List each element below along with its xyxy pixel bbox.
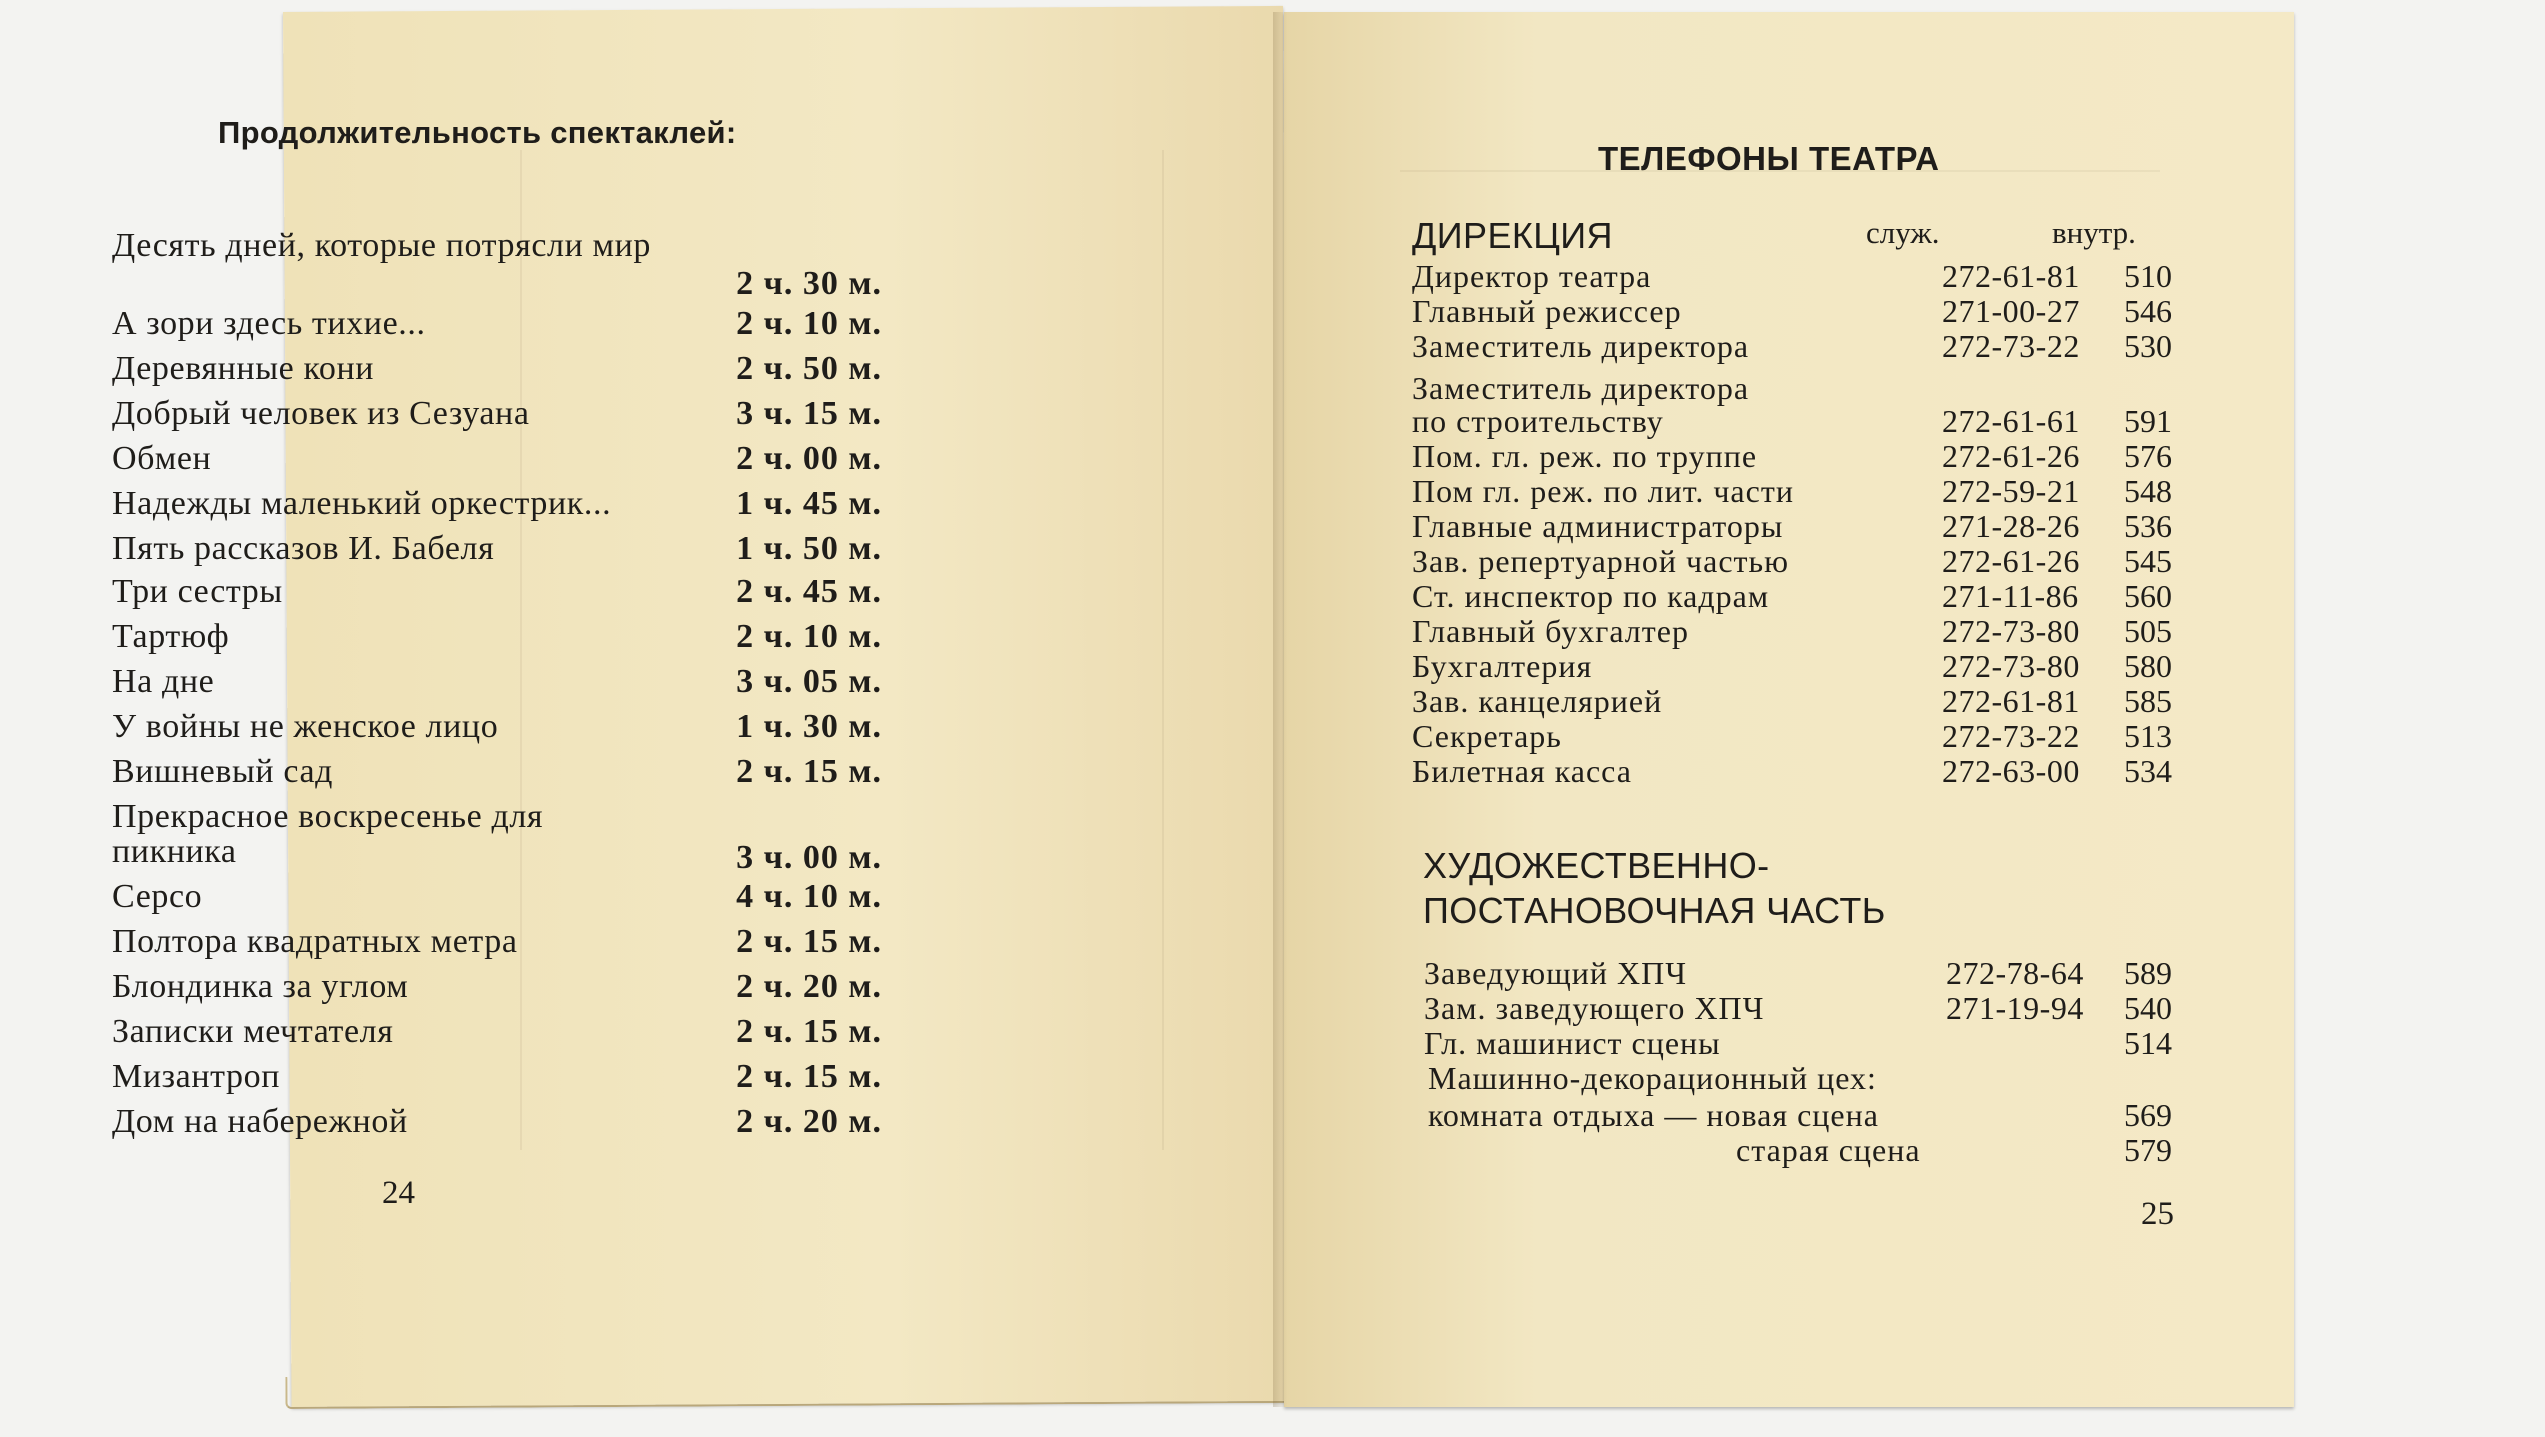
play-duration: 2 ч. 15 м. bbox=[736, 923, 882, 960]
old-stage-label: старая сцена bbox=[1736, 1132, 1921, 1168]
service-phone: 272-59-21 bbox=[1942, 473, 2080, 509]
list-item bbox=[112, 485, 882, 529]
position-name: Пом. гл. реж. по труппе bbox=[1412, 438, 1758, 474]
phones-title: ТЕЛЕФОНЫ ТЕАТРА bbox=[1598, 140, 1940, 177]
play-duration: 1 ч. 50 м. bbox=[736, 530, 882, 567]
position-name-continued: по строительству bbox=[1412, 403, 1664, 439]
position-name: Ст. инспектор по кадрам bbox=[1412, 578, 1770, 614]
play-duration: 1 ч. 30 м. bbox=[736, 708, 882, 745]
list-item bbox=[112, 1013, 882, 1057]
list-item bbox=[112, 265, 882, 309]
play-duration: 2 ч. 10 м. bbox=[736, 618, 882, 655]
table-row bbox=[1412, 293, 2172, 329]
table-row bbox=[1412, 613, 2172, 649]
play-title-continued: пикника bbox=[112, 833, 237, 870]
play-title: Серсо bbox=[112, 878, 203, 915]
list-item bbox=[112, 395, 882, 439]
list-item bbox=[112, 878, 882, 922]
play-title: Полтора квадратных метра bbox=[112, 923, 518, 960]
position-name: Директор театра bbox=[1412, 258, 1652, 294]
column-header-internal: внутр. bbox=[2052, 215, 2136, 250]
internal-ext: 560 bbox=[2124, 578, 2172, 614]
service-phone: 272-61-61 bbox=[1942, 403, 2080, 439]
list-item bbox=[112, 530, 882, 574]
workshop-label: Машинно-декорационный цех: bbox=[1428, 1060, 1877, 1096]
service-phone: 272-63-00 bbox=[1942, 753, 2080, 789]
position-name: Главные администраторы bbox=[1412, 508, 1784, 544]
internal-ext: 589 bbox=[2124, 955, 2172, 991]
service-phone: 272-73-80 bbox=[1942, 648, 2080, 684]
position-name: Бухгалтерия bbox=[1412, 648, 1593, 684]
section-heading-art-production-2: ПОСТАНОВОЧНАЯ ЧАСТЬ bbox=[1423, 890, 1886, 931]
position-name: Заведующий ХПЧ bbox=[1424, 955, 1688, 991]
play-duration: 3 ч. 00 м. bbox=[736, 839, 882, 876]
table-row bbox=[1412, 370, 2172, 406]
table-row bbox=[1412, 473, 2172, 509]
internal-ext: 534 bbox=[2124, 753, 2172, 789]
list-item bbox=[112, 350, 882, 394]
column-header-service: служ. bbox=[1866, 215, 1940, 250]
page-number-left: 24 bbox=[382, 1175, 415, 1211]
table-row bbox=[1412, 403, 2172, 439]
table-row bbox=[1428, 1097, 2172, 1133]
service-phone: 271-28-26 bbox=[1942, 508, 2080, 544]
table-row bbox=[1412, 578, 2172, 614]
position-name: Зам. заведующего ХПЧ bbox=[1424, 990, 1765, 1026]
table-row bbox=[1412, 543, 2172, 579]
list-item bbox=[112, 708, 882, 752]
book-gutter bbox=[1273, 12, 1297, 1407]
position-name: Билетная касса bbox=[1412, 753, 1632, 789]
position-name: Заместитель директора bbox=[1412, 328, 1750, 364]
play-title: Деревянные кони bbox=[112, 350, 375, 387]
service-phone: 271-00-27 bbox=[1942, 293, 2080, 329]
play-title: У войны не женское лицо bbox=[112, 708, 499, 745]
play-duration: 2 ч. 50 м. bbox=[736, 350, 882, 387]
internal-ext: 569 bbox=[2124, 1097, 2172, 1133]
list-item bbox=[112, 833, 882, 877]
internal-ext: 579 bbox=[2124, 1132, 2172, 1168]
list-item bbox=[112, 573, 882, 617]
section-heading-directorate: ДИРЕКЦИЯ bbox=[1412, 215, 1613, 256]
internal-ext: 591 bbox=[2124, 403, 2172, 439]
position-name: Зав. репертуарной частью bbox=[1412, 543, 1790, 579]
table-row bbox=[1424, 1025, 2172, 1061]
table-row bbox=[1412, 258, 2172, 294]
play-title: Прекрасное воскресенье для bbox=[112, 798, 544, 835]
list-item bbox=[112, 663, 882, 707]
play-duration: 2 ч. 15 м. bbox=[736, 1058, 882, 1095]
service-phone: 272-73-22 bbox=[1942, 328, 2080, 364]
page-stack-edge bbox=[285, 1371, 1297, 1409]
service-phone: 272-61-81 bbox=[1942, 258, 2080, 294]
service-phone: 271-19-94 bbox=[1946, 990, 2084, 1026]
internal-ext: 545 bbox=[2124, 543, 2172, 579]
internal-ext: 546 bbox=[2124, 293, 2172, 329]
internal-ext: 530 bbox=[2124, 328, 2172, 364]
internal-ext: 536 bbox=[2124, 508, 2172, 544]
table-row bbox=[1412, 438, 2172, 474]
list-item bbox=[112, 1103, 882, 1147]
play-duration: 2 ч. 45 м. bbox=[736, 573, 882, 610]
list-item bbox=[112, 305, 882, 349]
play-title: Блондинка за углом bbox=[112, 968, 409, 1005]
play-title: Пять рассказов И. Бабеля bbox=[112, 530, 495, 567]
internal-ext: 580 bbox=[2124, 648, 2172, 684]
service-phone: 272-61-81 bbox=[1942, 683, 2080, 719]
page-number-right: 25 bbox=[2141, 1196, 2174, 1232]
play-title: Мизантроп bbox=[112, 1058, 281, 1095]
rest-room-label: комната отдыха — новая сцена bbox=[1428, 1097, 1879, 1133]
position-name: Гл. машинист сцены bbox=[1424, 1025, 1721, 1061]
list-item bbox=[112, 968, 882, 1012]
service-phone: 271-11-86 bbox=[1942, 578, 2079, 614]
play-duration: 2 ч. 20 м. bbox=[736, 1103, 882, 1140]
internal-ext: 513 bbox=[2124, 718, 2172, 754]
internal-ext: 505 bbox=[2124, 613, 2172, 649]
play-duration: 3 ч. 05 м. bbox=[736, 663, 882, 700]
play-duration: 4 ч. 10 м. bbox=[736, 878, 882, 915]
position-name: Заместитель директора bbox=[1412, 370, 1750, 406]
service-phone: 272-61-26 bbox=[1942, 543, 2080, 579]
play-duration: 2 ч. 15 м. bbox=[736, 1013, 882, 1050]
play-duration: 2 ч. 20 м. bbox=[736, 968, 882, 1005]
internal-ext: 576 bbox=[2124, 438, 2172, 474]
table-row bbox=[1412, 328, 2172, 364]
list-item bbox=[112, 923, 882, 967]
play-title: Вишневый сад bbox=[112, 753, 334, 790]
list-item bbox=[112, 618, 882, 662]
internal-ext: 510 bbox=[2124, 258, 2172, 294]
list-item bbox=[112, 753, 882, 797]
table-row bbox=[1428, 1132, 2172, 1168]
play-duration: 2 ч. 30 м. bbox=[736, 265, 882, 302]
play-title: Тартюф bbox=[112, 618, 230, 655]
durations-title: Продолжительность спектаклей: bbox=[218, 115, 737, 150]
table-row bbox=[1412, 753, 2172, 789]
play-title: Надежды маленький оркестрик... bbox=[112, 485, 612, 522]
play-title: Записки мечтателя bbox=[112, 1013, 394, 1050]
play-title: Добрый человек из Сезуана bbox=[112, 395, 530, 432]
internal-ext: 585 bbox=[2124, 683, 2172, 719]
internal-ext: 540 bbox=[2124, 990, 2172, 1026]
play-duration: 2 ч. 00 м. bbox=[736, 440, 882, 477]
position-name: Главный бухгалтер bbox=[1412, 613, 1689, 649]
play-duration: 3 ч. 15 м. bbox=[736, 395, 882, 432]
section-heading-art-production-1: ХУДОЖЕСТВЕННО- bbox=[1423, 845, 1770, 886]
play-title: Обмен bbox=[112, 440, 212, 477]
position-name: Зав. канцелярией bbox=[1412, 683, 1663, 719]
internal-ext: 548 bbox=[2124, 473, 2172, 509]
play-title: Три сестры bbox=[112, 573, 283, 610]
play-title: Десять дней, которые потрясли мир bbox=[112, 227, 652, 264]
play-title: На дне bbox=[112, 663, 215, 700]
play-title: Дом на набережной bbox=[112, 1103, 408, 1140]
table-row bbox=[1424, 955, 2172, 991]
play-duration: 1 ч. 45 м. bbox=[736, 485, 882, 522]
table-row bbox=[1428, 1060, 2172, 1096]
table-row bbox=[1412, 648, 2172, 684]
table-row bbox=[1412, 508, 2172, 544]
table-row bbox=[1412, 683, 2172, 719]
position-name: Главный режиссер bbox=[1412, 293, 1682, 329]
list-item bbox=[112, 440, 882, 484]
internal-ext: 514 bbox=[2124, 1025, 2172, 1061]
play-duration: 2 ч. 15 м. bbox=[736, 753, 882, 790]
table-row bbox=[1412, 718, 2172, 754]
position-name: Пом гл. реж. по лит. части bbox=[1412, 473, 1794, 509]
service-phone: 272-61-26 bbox=[1942, 438, 2080, 474]
position-name: Секретарь bbox=[1412, 718, 1562, 754]
service-phone: 272-73-22 bbox=[1942, 718, 2080, 754]
service-phone: 272-73-80 bbox=[1942, 613, 2080, 649]
play-duration: 2 ч. 10 м. bbox=[736, 305, 882, 342]
list-item bbox=[112, 1058, 882, 1102]
service-phone: 272-78-64 bbox=[1946, 955, 2084, 991]
table-row bbox=[1424, 990, 2172, 1026]
play-title: А зори здесь тихие... bbox=[112, 305, 426, 342]
